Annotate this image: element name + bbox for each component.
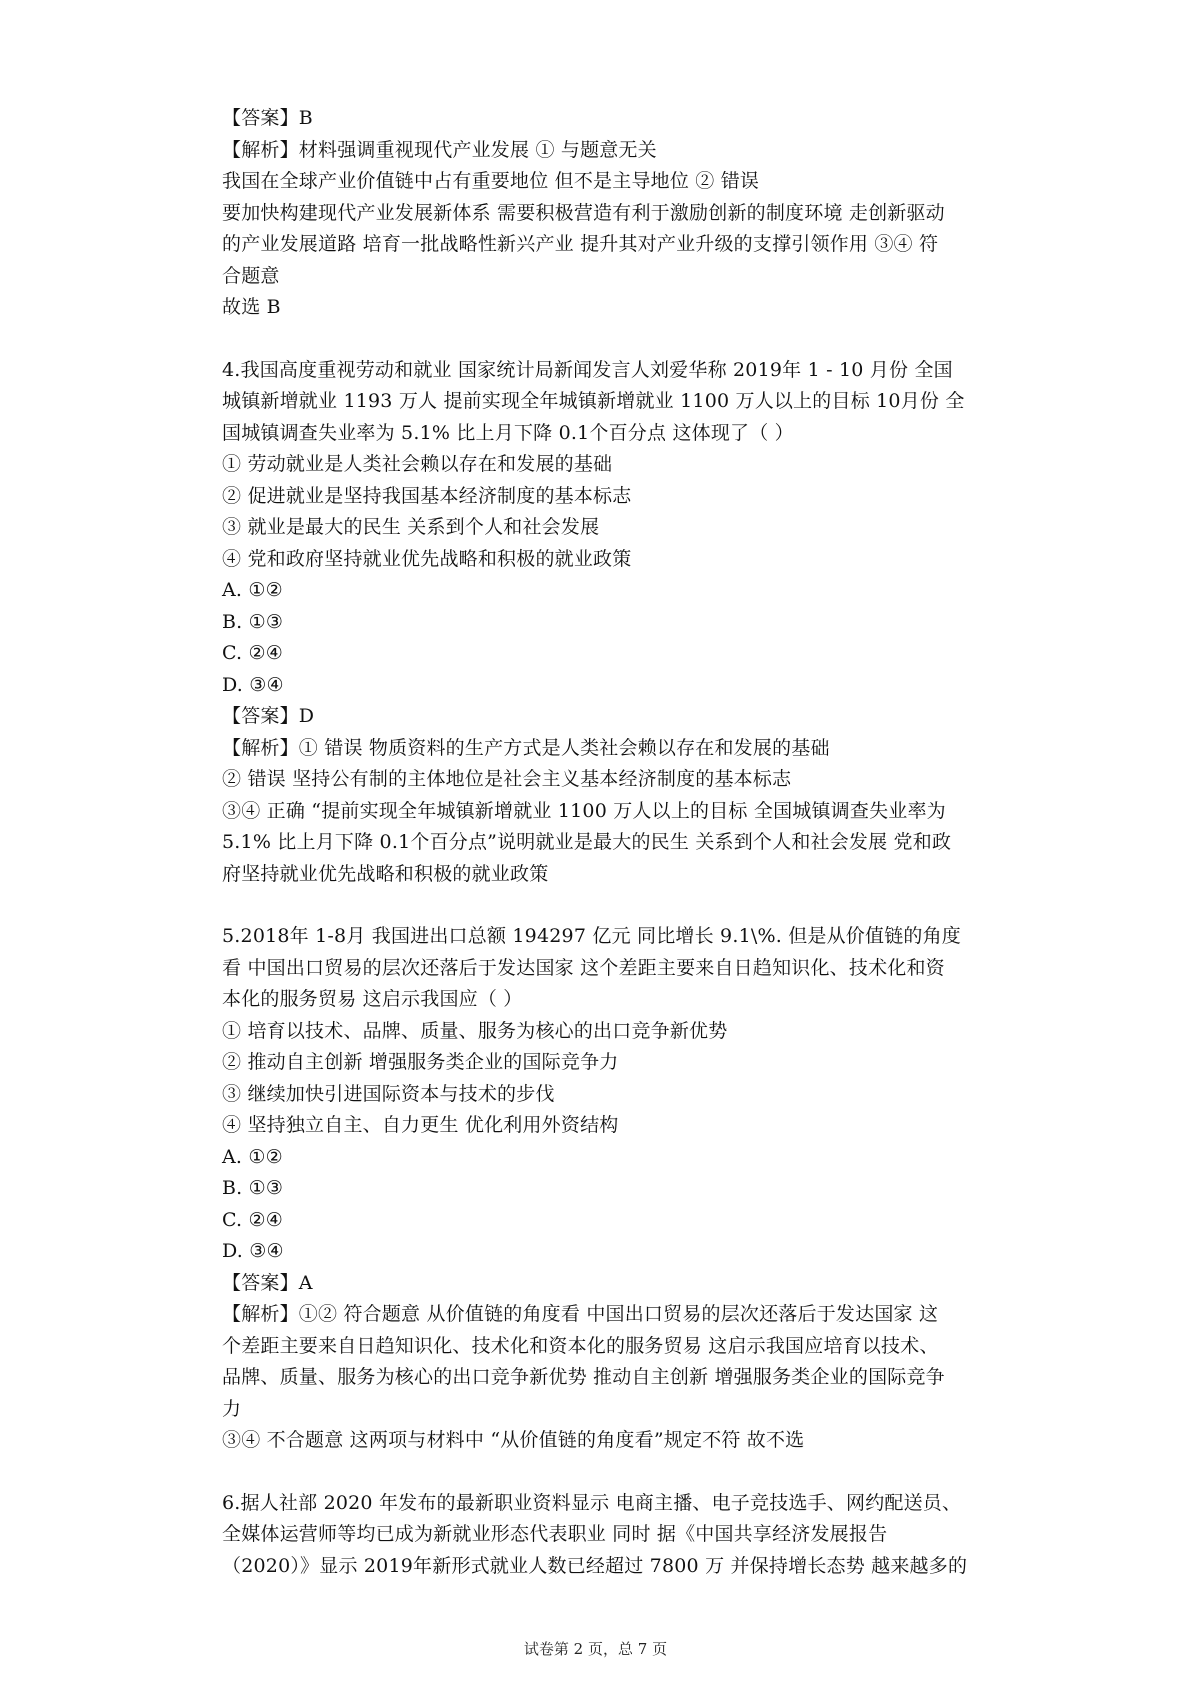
- analysis-line: ③④ 不合题意 这两项与材料中 “从价值链的角度看”规定不符 故不选: [222, 1429, 805, 1451]
- question-stem-line: 全媒体运营师等均已成为新就业形态代表职业 同时 据《中国共享经济发展报告: [222, 1523, 888, 1545]
- question-stem-line: （2020）》显示 2019年新形式就业人数已经超过 7800 万 并保持增长态势 越来越多的: [222, 1554, 968, 1577]
- statement-item: ④ 党和政府坚持就业优先战略和积极的就业政策: [222, 547, 632, 570]
- analysis-line: 5.1% 比上月下降 0.1个百分点”说明就业是最大的民生 关系到个人和社会发展 党和政: [222, 831, 952, 853]
- analysis-line: 合题意: [222, 264, 280, 287]
- choice-option: C. ②④: [222, 1208, 284, 1231]
- analysis-line: 【解析】材料强调重视现代产业发展 ① 与题意无关: [222, 138, 657, 161]
- conclusion-line: 故选 B: [222, 296, 281, 318]
- choice-option: A. ①②: [222, 1145, 283, 1168]
- choice-option: C. ②④: [222, 642, 284, 664]
- answer-line: 【答案】A: [222, 1271, 313, 1294]
- analysis-line: 我国在全球产业价值链中占有重要地位 但不是主导地位 ② 错误: [222, 170, 760, 192]
- analysis-line: 【解析】① 错误 物质资料的生产方式是人类社会赖以存在和发展的基础: [222, 736, 830, 759]
- analysis-line: ② 错误 坚持公有制的主体地位是社会主义基本经济制度的基本标志: [222, 768, 792, 790]
- answer-line: 【答案】B: [222, 107, 313, 129]
- page-content: [222, 103, 1022, 1582]
- question-stem-line: 看 中国出口贸易的层次还落后于发达国家 这个差距主要来自日趋知识化、技术化和资: [222, 956, 945, 979]
- question-5-block: [222, 921, 1022, 1457]
- choice-option: B. ①③: [222, 610, 284, 633]
- paragraph-gap: [222, 324, 1022, 355]
- choice-option: B. ①③: [222, 1177, 284, 1199]
- analysis-line: 个差距主要来自日趋知识化、技术化和资本化的服务贸易 这启示我国应培育以技术、: [222, 1334, 939, 1357]
- analysis-line: 的产业发展道路 培育一批战略性新兴产业 提升其对产业升级的支撑引领作用 ③④ 符: [222, 233, 939, 255]
- statement-item: ③ 就业是最大的民生 关系到个人和社会发展: [222, 516, 600, 538]
- statement-item: ③ 继续加快引进国际资本与技术的步伐: [222, 1082, 555, 1105]
- statement-item: ④ 坚持独立自主、自力更生 优化利用外资结构: [222, 1114, 619, 1136]
- question-stem-line: 本化的服务贸易 这启示我国应（ ）: [222, 988, 523, 1010]
- analysis-line: 【解析】①② 符合题意 从价值链的角度看 中国出口贸易的层次还落后于发达国家 这: [222, 1303, 939, 1325]
- question-stem-line: 城镇新增就业 1193 万人 提前实现全年城镇新增就业 1100 万人以上的目标 10月份 全: [222, 390, 965, 412]
- analysis-line: 府坚持就业优先战略和积极的就业政策: [222, 862, 549, 885]
- answer-line: 【答案】D: [222, 705, 315, 727]
- choice-option: A. ①②: [222, 579, 283, 601]
- question-stem-line: 6.据人社部 2020 年发布的最新职业资料显示 电商主播、电子竞技选手、网约配送员、: [222, 1491, 962, 1514]
- choice-option: D. ③④: [222, 1240, 284, 1262]
- statement-item: ② 推动自主创新 增强服务类企业的国际竞争力: [222, 1051, 619, 1073]
- question-stem-line: 5.2018年 1-8月 我国进出口总额 194297 亿元 同比增长 9.1\%. 但是从价值链的角度: [222, 925, 961, 947]
- analysis-line: ③④ 正确 “提前实现全年城镇新增就业 1100 万人以上的目标 全国城镇调查失业率为: [222, 799, 946, 822]
- page-footer: 试卷第 2 页，总 7 页: [523, 1640, 668, 1658]
- question-4-block: [222, 355, 1022, 891]
- statement-item: ② 促进就业是坚持我国基本经济制度的基本标志: [222, 484, 632, 507]
- question-stem-line: 4.我国高度重视劳动和就业 国家统计局新闻发言人刘爱华称 2019年 1 - 10 月份 全国: [222, 358, 953, 381]
- analysis-line: 要加快构建现代产业发展新体系 需要积极营造有利于激励创新的制度环境 走创新驱动: [222, 201, 945, 224]
- question-6-block: [222, 1488, 1022, 1583]
- analysis-line: 品牌、质量、服务为核心的出口竞争新优势 推动自主创新 增强服务类企业的国际竞争: [222, 1366, 945, 1388]
- paragraph-gap: [222, 1457, 1022, 1488]
- statement-item: ① 培育以技术、品牌、质量、服务为核心的出口竞争新优势: [222, 1019, 728, 1042]
- statement-item: ① 劳动就业是人类社会赖以存在和发展的基础: [222, 453, 613, 475]
- paragraph-gap: [222, 890, 1022, 921]
- question-stem-line: 国城镇调查失业率为 5.1% 比上月下降 0.1个百分点 这体现了（ ）: [222, 421, 794, 444]
- analysis-line: 力: [222, 1397, 242, 1420]
- question-3-analysis-block: [222, 103, 1022, 324]
- choice-option: D. ③④: [222, 673, 284, 696]
